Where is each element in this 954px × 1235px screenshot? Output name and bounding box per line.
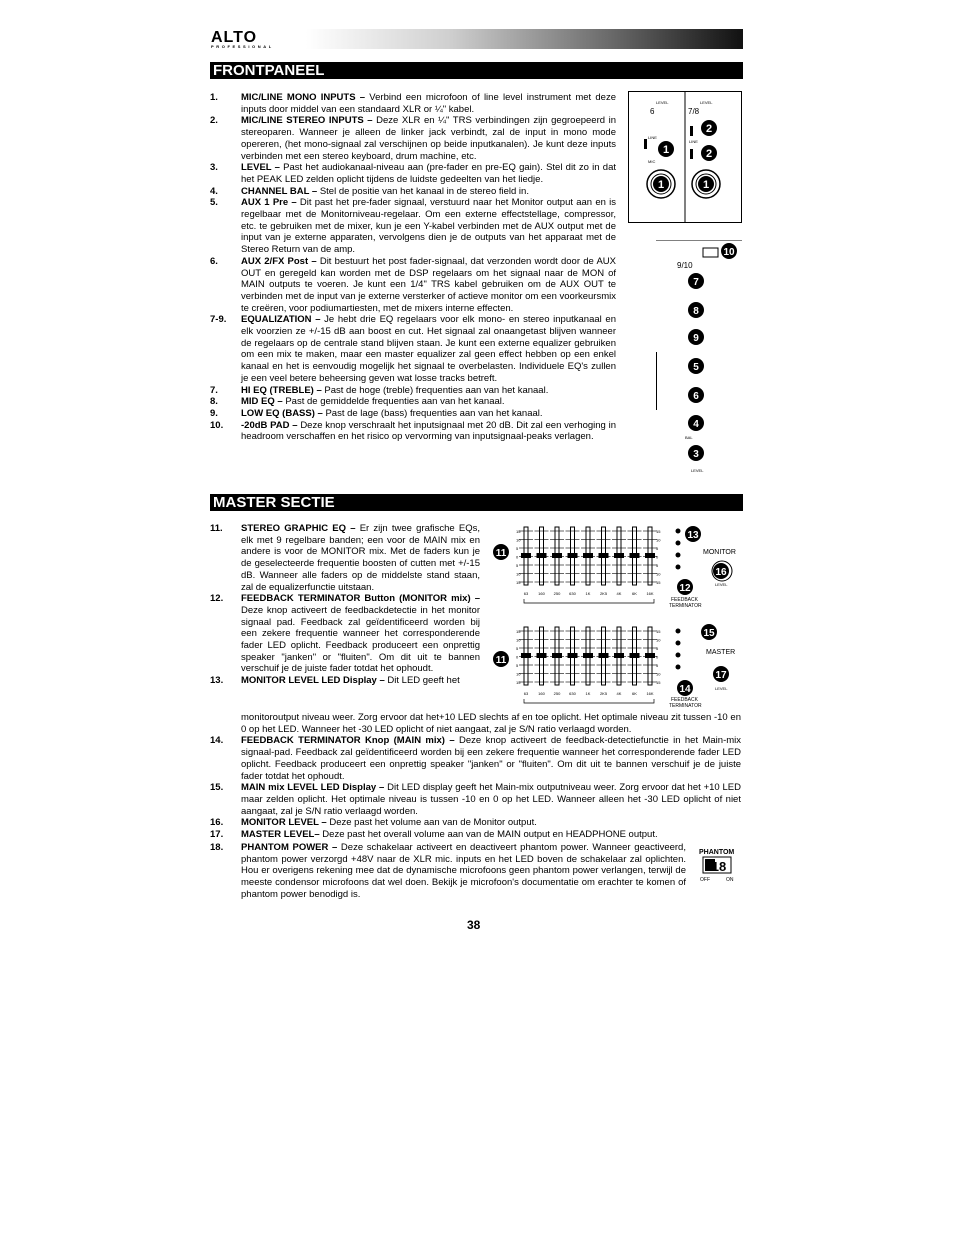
item-body: Past het audiokanaal-niveau aan (pre-fader en pre-EQ gain). Stel dit zo in dat het PEAK LED zelden oplicht tijdens de luidste gedeelten van het liedje. bbox=[241, 162, 616, 185]
main-fader-cap bbox=[537, 653, 547, 658]
jack-8 bbox=[690, 149, 693, 159]
callout-1b-text: 1 bbox=[657, 179, 665, 191]
main-level-led bbox=[676, 665, 681, 670]
main-db-label-left: 10 bbox=[516, 671, 521, 677]
callout-12-text: 12 bbox=[679, 583, 691, 594]
item-number: 15. bbox=[210, 782, 224, 794]
monitor-db-label-right: 5 bbox=[656, 546, 659, 551]
monitor-fader-cap bbox=[583, 553, 593, 558]
main-fader-cap bbox=[599, 653, 609, 658]
list-item bbox=[210, 712, 741, 735]
main-db-label-right: 10 bbox=[656, 637, 661, 643]
logo-text: ALTO bbox=[211, 29, 258, 46]
item-title: CHANNEL BAL – bbox=[241, 185, 318, 197]
label-master: MASTER bbox=[706, 649, 736, 656]
callout-16-text: 16 bbox=[715, 567, 727, 578]
monitor-fader-cap bbox=[645, 553, 655, 558]
item-number: 17. bbox=[210, 829, 224, 841]
monitor-level-led bbox=[676, 553, 681, 558]
monitor-freq-label: 4K bbox=[616, 591, 622, 596]
item-body: Dit bestuurt het post fader-signaal, dat verzonden wordt door de AUX OUT en geregeld kan worden met de DSP regelaars om het signaal naar de MON of MAIN outputs te voeren. Je kunt een 1/4" TRS kabel gebruiken om de AUX OUT te verbinden met de input van je externe versterker of actieve monitor om een voorkeursmix te creëren, voor podiumartiesten, met de mixers interne effecten. bbox=[241, 255, 616, 314]
item-title: MIC/LINE STEREO INPUTS – bbox=[241, 115, 373, 127]
item-number: 18. bbox=[210, 842, 224, 853]
monitor-fader-cap bbox=[614, 553, 624, 558]
item-text bbox=[241, 675, 480, 687]
item-title: HI EQ (TREBLE) – bbox=[241, 384, 322, 396]
monitor-fader-cap bbox=[630, 553, 640, 558]
main-level-led bbox=[676, 641, 681, 646]
main-level-led bbox=[676, 653, 681, 658]
list-item bbox=[210, 829, 741, 841]
item-body: Dit past het pre-fader signaal, verstuurd naar het Monitor output aan en is regelbaar met de Monitorniveau-regelaar. Om een externe effectstellage, compressor, etc. te gebruiken met de mixer, kun je een Y-kabel verbinden met de AUX output met de input van je externe apparaten, vervolgens dien je de outputs van het apparaat met de Stereo Return van de amp. bbox=[241, 197, 616, 256]
main-db-label-left: 15 bbox=[516, 629, 521, 634]
monitor-db-label-left: 15 bbox=[516, 580, 521, 585]
label-level-monitor: LEVEL bbox=[715, 582, 728, 587]
item-number: 12. bbox=[210, 593, 224, 605]
item-body: Deze schakelaar activeert en deactiveert phantom power. Wanneer geactiveerd, phantom power verzorgd +48V naar de XLR mic. inputs en het LED boven de schakelaar zal oplichten. Hou er overigens rekening mee dat de dynamische microfoons geen phantom power verlangen, terwijl de meeste condensor microfoons dat wel doen. Bekijk je microfoon's documentatie om erachter te komen of phantom power benodigd is. bbox=[241, 842, 686, 900]
item-body: monitoroutput niveau weer. Zorg ervoor dat het+10 LED slechts af en toe oplicht. Het optimale niveau zit tussen -10 en 0 op het LED. Wanneer het -30 LED oplicht of niet aangaat, zal je S/N ratio verlaagd worden. bbox=[241, 712, 741, 735]
item-body: Je hebt drie EQ regelaars voor elk mono- en stereo inputkanaal en elk voorzien ze +/-15 dB aan boost en cut. Het signaal zal onaangetast blijven wanneer de regelaars op de centrale stand blijven staan. Je kunt een externe equalizer gebruiken om een mix te maken, maar een master equalizer zal geen effect hebben op een enkel kanaal en het is eenvoudig mogelijk het signaal te overbelasten. Individuele EQ's zullen je een veel betere beheersing geven wat losse tracks betreft. bbox=[241, 314, 616, 384]
item-number: 3. bbox=[210, 162, 218, 174]
item-text bbox=[241, 256, 616, 315]
graphic-eq-diagram bbox=[488, 521, 744, 711]
callout-1a-text: 1 bbox=[662, 144, 670, 156]
main-db-label-left: 5 bbox=[516, 646, 519, 651]
item-body: Deze knop activeert de feedbackdetectie in het monitor signaal pad. Feedback zal geïdentificeerd worden bij een zekere frequentie wanneer het corresponderende fader LED oplicht. Feedback produceert een onprettig speaker "janken" or "fluiten". Om dit uit te bannen verschuif je de juiste fader totdat het ophoudt. bbox=[241, 604, 480, 675]
main-db-label-left: 15 bbox=[516, 680, 521, 685]
item-title: MONITOR LEVEL – bbox=[241, 817, 327, 829]
item-text bbox=[241, 92, 616, 115]
item-title: FEEDBACK TERMINATOR Knop (MAIN mix) – bbox=[241, 735, 455, 747]
item-title: FEEDBACK TERMINATOR Button (MONITOR mix) – bbox=[241, 593, 480, 605]
callout-10-text: 10 bbox=[723, 247, 735, 258]
callout-11b-text: 11 bbox=[495, 655, 507, 666]
item-title: EQUALIZATION – bbox=[241, 314, 321, 326]
callout-1c-text: 1 bbox=[702, 179, 710, 191]
main-db-label-right: 5 bbox=[656, 646, 659, 651]
label-feedback-1: FEEDBACK bbox=[671, 597, 698, 603]
callout-9-text: 9 bbox=[693, 333, 699, 344]
monitor-db-label-left: 15 bbox=[516, 529, 521, 534]
list-item bbox=[210, 782, 741, 817]
monitor-level-led bbox=[676, 565, 681, 570]
main-eq-bracket bbox=[524, 699, 654, 703]
item-title: LEVEL – bbox=[241, 162, 280, 174]
label-monitor: MONITOR bbox=[703, 549, 736, 556]
monitor-db-label-left: 0 bbox=[516, 554, 519, 560]
list-item bbox=[210, 735, 741, 782]
item-body: Verbind een microfoon of line level instrument met deze inputs door middel van een standaard XLR or ¼" kabel. bbox=[241, 92, 616, 115]
list-item bbox=[210, 523, 480, 593]
eq-faders bbox=[516, 527, 681, 703]
item-text bbox=[241, 385, 616, 397]
monitor-db-label-right: 10 bbox=[656, 537, 661, 543]
item-text bbox=[241, 314, 616, 384]
monitor-fader-cap bbox=[552, 553, 562, 558]
monitor-fader-cap bbox=[568, 553, 578, 558]
monitor-fader-cap bbox=[537, 553, 547, 558]
label-ch78: 7/8 bbox=[688, 107, 700, 116]
list-item bbox=[210, 197, 616, 256]
item-title: MID EQ – bbox=[241, 396, 283, 408]
monitor-freq-label: 1K bbox=[585, 591, 591, 596]
item-title: PHANTOM POWER – bbox=[241, 842, 338, 853]
item-number: 11. bbox=[210, 523, 223, 534]
item-text bbox=[241, 735, 741, 782]
label-bal: BAL bbox=[685, 435, 693, 440]
callout-18-text: 18 bbox=[711, 859, 727, 874]
label-off: OFF bbox=[700, 877, 710, 883]
alto-logo bbox=[211, 31, 274, 49]
main-level-led bbox=[676, 629, 681, 634]
monitor-db-label-left: 5 bbox=[516, 546, 519, 551]
item-text bbox=[241, 420, 616, 443]
item-text bbox=[241, 829, 741, 841]
list-item bbox=[210, 396, 616, 408]
item-title: MASTER LEVEL– bbox=[241, 829, 320, 841]
label-phantom: PHANTOM bbox=[699, 849, 735, 856]
section-title-master: MASTER SECTIE bbox=[210, 494, 743, 511]
item-text bbox=[241, 186, 616, 198]
callout-11a-text: 11 bbox=[495, 548, 507, 559]
item-text bbox=[241, 115, 616, 162]
item-body: Er zijn twee grafische EQs, elk met 9 regelbare banden; een voor de MAIN mix en andere is voor de MONITOR mix. Met de faders kun je de geselecteerde frequentie boosten of cutten met +/-15 dB. Wanneer alle faders op de middelste stand staan, zal de equalizerfunctie uitstaan. bbox=[241, 523, 480, 593]
channel-strip-diagram bbox=[656, 240, 742, 490]
item-text bbox=[241, 817, 741, 829]
item-body: Deze past het overall volume aan van de MAIN output en HEADPHONE output. bbox=[319, 829, 658, 841]
item-body: Past de gemiddelde frequenties aan van het kanaal. bbox=[282, 396, 505, 408]
item-title: STEREO GRAPHIC EQ – bbox=[241, 523, 356, 534]
monitor-level-led bbox=[676, 541, 681, 546]
list-item bbox=[210, 408, 616, 420]
main-db-label-left: 0 bbox=[516, 654, 519, 660]
label-terminator-2: TERMINATOR bbox=[669, 703, 702, 709]
main-fader-cap bbox=[583, 653, 593, 658]
item-title: AUX 2/FX Post – bbox=[241, 255, 317, 267]
list-item bbox=[210, 420, 616, 443]
item-text bbox=[241, 396, 616, 408]
item-text bbox=[241, 782, 741, 817]
callout-2b-text: 2 bbox=[705, 148, 713, 160]
monitor-db-label-left: 5 bbox=[516, 563, 519, 568]
item-number: 7. bbox=[210, 384, 218, 396]
item-number: 7-9. bbox=[210, 314, 227, 326]
item-body: Dit LED geeft het bbox=[384, 675, 460, 687]
label-level-master: LEVEL bbox=[715, 686, 728, 691]
label-level-strip: LEVEL bbox=[691, 468, 704, 473]
main-fader-cap bbox=[552, 653, 562, 658]
callout-4-text: 4 bbox=[693, 419, 699, 430]
monitor-freq-label: 250 bbox=[553, 591, 561, 596]
list-item bbox=[210, 385, 616, 397]
monitor-fader-cap bbox=[599, 553, 609, 558]
channel-input-diagram bbox=[628, 91, 742, 223]
main-db-label-right: 15 bbox=[656, 680, 661, 685]
item-number: 10. bbox=[210, 419, 224, 431]
label-level-6: LEVEL bbox=[656, 100, 669, 105]
item-number: 2. bbox=[210, 115, 218, 127]
item-body: Past de lage (bass) frequenties aan van het kanaal. bbox=[322, 407, 543, 419]
main-db-label-right: 0 bbox=[656, 654, 659, 660]
list-item bbox=[210, 817, 741, 829]
label-line-78: LINE bbox=[689, 139, 698, 144]
callout-7-text: 7 bbox=[693, 277, 699, 288]
main-db-label-left: 10 bbox=[516, 637, 521, 643]
item-text bbox=[241, 162, 616, 185]
item-body: Stel de positie van het kanaal in de stereo field in. bbox=[317, 185, 529, 197]
callout-14-text: 14 bbox=[679, 684, 691, 695]
monitor-freq-label: 63 bbox=[523, 591, 529, 596]
item-text bbox=[241, 593, 480, 675]
main-fader-cap bbox=[645, 653, 655, 658]
label-on: ON bbox=[726, 877, 734, 883]
item-body: Dit LED display geeft het Main-mix outputniveau weer. Zorg ervoor dat het +10 LED maar zelden oplicht. Het optimale niveau is tussen -10 en 0 op het LED. Wanneer alleen het -30 LED oplicht of niet aangaat, zal je S/N ratio verlaagd worden. bbox=[241, 782, 741, 817]
label-ch6: 6 bbox=[650, 107, 655, 116]
label-ch910: 9/10 bbox=[677, 261, 693, 270]
item-title: MAIN mix LEVEL LED Display – bbox=[241, 782, 385, 794]
item-title: MIC/LINE MONO INPUTS – bbox=[241, 92, 366, 103]
callout-5-text: 5 bbox=[693, 362, 699, 373]
callout-15-text: 15 bbox=[703, 628, 715, 639]
callout-13-text: 13 bbox=[687, 530, 699, 541]
monitor-freq-label: 6K bbox=[632, 591, 637, 596]
main-freq-label: 4K bbox=[616, 691, 622, 696]
list-item bbox=[210, 593, 480, 675]
section-title-front: FRONTPANEEL bbox=[210, 62, 743, 79]
item-text bbox=[241, 712, 741, 735]
monitor-level-led bbox=[676, 529, 681, 534]
phantom-power-diagram bbox=[698, 846, 744, 884]
callout-2a-text: 2 bbox=[705, 123, 713, 135]
main-freq-label: 160 bbox=[538, 691, 545, 696]
item-text bbox=[241, 408, 616, 420]
item-body: Deze knop activeert de feedback-detectiefunctie in het Main-mix signaal-pad. Feedback zal geïdentificeerd worden bij een zekere frequentie wanneer het corresponderende fader LED oplicht. Feedback produceert een onprettig speaker "janken" or "fluiten". Om dit uit te bannen verschuif je de juiste fader totdat het ophoudt. bbox=[241, 735, 742, 782]
list-item bbox=[210, 186, 616, 198]
master-item-18 bbox=[210, 842, 686, 901]
list-item bbox=[210, 314, 616, 384]
item-title: MONITOR LEVEL LED Display – bbox=[241, 675, 385, 687]
item-text bbox=[241, 842, 686, 901]
list-item bbox=[210, 842, 686, 901]
monitor-eq-bracket bbox=[524, 599, 654, 603]
item-number: 13. bbox=[210, 675, 224, 687]
label-mic-6: MIC bbox=[648, 159, 656, 164]
master-items-wide bbox=[210, 712, 741, 841]
monitor-freq-label: 630 bbox=[569, 591, 576, 596]
callout-6-text: 6 bbox=[693, 391, 699, 402]
item-number: 5. bbox=[210, 197, 218, 209]
item-number: 9. bbox=[210, 407, 218, 419]
master-items-narrow bbox=[210, 523, 480, 687]
monitor-freq-label: 160 bbox=[538, 591, 545, 596]
item-number bbox=[210, 712, 241, 735]
label-terminator-1: TERMINATOR bbox=[669, 603, 702, 609]
main-freq-label: 250 bbox=[553, 691, 561, 696]
callout-8-text: 8 bbox=[693, 306, 699, 317]
pad-button bbox=[703, 248, 718, 257]
label-level-78: LEVEL bbox=[700, 100, 713, 105]
callout-3-text: 3 bbox=[693, 449, 699, 460]
item-body: Deze knop verschraalt het inputsignaal met 20 dB. Dit zal een verhoging in headroom verschaffen en het risico op vervorming van inputsignaal-peaks verlagen. bbox=[241, 419, 616, 443]
list-item bbox=[210, 115, 616, 162]
item-number: 6. bbox=[210, 255, 218, 267]
item-title: AUX 1 Pre – bbox=[241, 197, 297, 209]
main-freq-label: 1K bbox=[585, 691, 591, 696]
monitor-db-label-right: 5 bbox=[656, 563, 659, 568]
main-db-label-left: 5 bbox=[516, 663, 519, 668]
item-body: Deze past het volume aan van de Monitor output. bbox=[326, 817, 537, 829]
main-freq-label: 16K bbox=[646, 691, 654, 696]
monitor-db-label-right: 15 bbox=[656, 529, 661, 534]
main-db-label-right: 5 bbox=[656, 663, 659, 668]
jack-7 bbox=[690, 126, 693, 136]
list-item bbox=[210, 92, 616, 115]
header-gradient-bar bbox=[210, 29, 743, 49]
main-db-label-right: 10 bbox=[656, 671, 661, 677]
label-feedback-2: FEEDBACK bbox=[671, 697, 698, 703]
main-freq-label: 2K5 bbox=[599, 691, 608, 696]
front-items-list bbox=[210, 92, 616, 443]
item-number: 16. bbox=[210, 817, 224, 829]
main-fader-cap bbox=[521, 653, 531, 658]
item-number: 1. bbox=[210, 92, 218, 103]
item-title: LOW EQ (BASS) – bbox=[241, 407, 323, 419]
list-item bbox=[210, 675, 480, 687]
monitor-freq-label: 2K5 bbox=[599, 591, 608, 596]
callout-17-text: 17 bbox=[715, 670, 727, 681]
monitor-db-label-right: 10 bbox=[656, 571, 661, 577]
main-fader-cap bbox=[630, 653, 640, 658]
main-freq-label: 63 bbox=[523, 691, 529, 696]
monitor-freq-label: 16K bbox=[646, 591, 654, 596]
item-number: 4. bbox=[210, 185, 218, 197]
monitor-db-label-right: 0 bbox=[656, 554, 659, 560]
monitor-db-label-left: 10 bbox=[516, 537, 521, 543]
main-fader-cap bbox=[614, 653, 624, 658]
monitor-fader-cap bbox=[521, 553, 531, 558]
page-number: 38 bbox=[467, 918, 481, 932]
item-text bbox=[241, 197, 616, 256]
label-line-6: LINE bbox=[648, 135, 657, 140]
item-body: Past de hoge (treble) frequenties aan van het kanaal. bbox=[321, 384, 549, 396]
item-number: 8. bbox=[210, 396, 218, 408]
main-freq-label: 6K bbox=[632, 691, 637, 696]
main-db-label-right: 15 bbox=[656, 629, 661, 634]
item-body: Deze XLR en ¼" TRS verbindingen zijn gegroepeerd in stereoparen. Wanneer je alleen de linker jack verbindt, zal de input in mono mode opereren, (het mono-signaal zal verschijnen op beide inputkanalen). Je kunt deze inputs verbinden met een stereo keyboard, drum machine, etc. bbox=[241, 115, 616, 162]
monitor-db-label-right: 15 bbox=[656, 580, 661, 585]
main-fader-cap bbox=[568, 653, 578, 658]
logo-subtext: PROFESSIONAL bbox=[211, 44, 274, 49]
item-title: -20dB PAD – bbox=[241, 419, 298, 431]
item-text bbox=[241, 523, 480, 593]
item-number: 14. bbox=[210, 735, 224, 747]
list-item bbox=[210, 162, 616, 185]
jack-6 bbox=[644, 139, 647, 149]
monitor-db-label-left: 10 bbox=[516, 571, 521, 577]
list-item bbox=[210, 256, 616, 315]
main-freq-label: 630 bbox=[569, 691, 576, 696]
